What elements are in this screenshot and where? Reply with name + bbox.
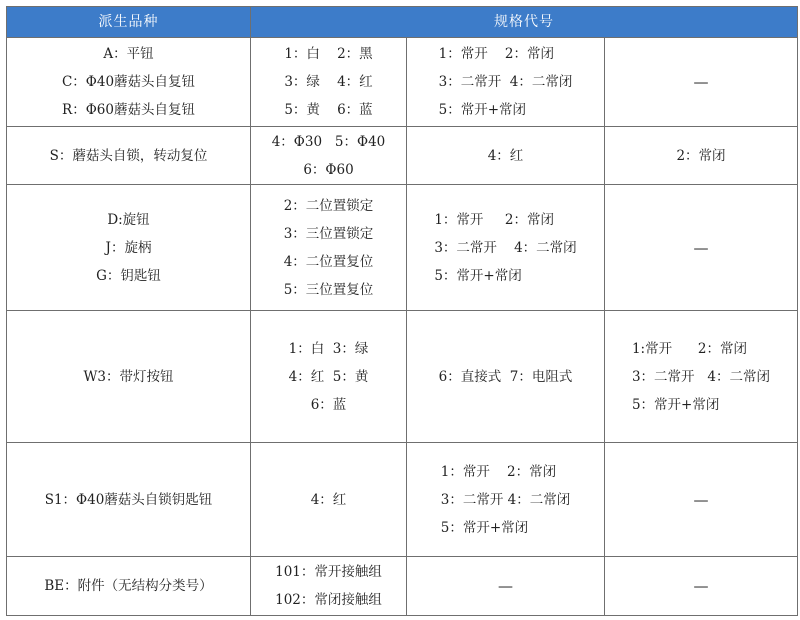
table-row [7, 557, 798, 616]
table-row [7, 311, 798, 443]
cell-lines [407, 142, 604, 170]
cell-lines [7, 572, 250, 600]
cell-lines [434, 206, 576, 290]
table-row [7, 443, 798, 557]
contact-cell [407, 311, 605, 443]
empty-dash: — [498, 577, 513, 595]
variety-cell [7, 557, 251, 616]
cell-text: 4：红 [487, 147, 524, 164]
header-variety: 派生品种 [7, 7, 251, 38]
cell-text: 1:常开 2：常闭 [631, 340, 747, 357]
cell-text: 1：白 2：黑 [284, 46, 373, 62]
color-cell [251, 38, 407, 127]
cell-text: 3：二常开 4：二常闭 [438, 74, 573, 90]
empty-dash: — [693, 238, 709, 257]
cell-lines [251, 192, 406, 304]
cell-text: A：平钮 [103, 46, 154, 62]
table-body [7, 38, 798, 616]
cell-text: D:旋钮 [107, 211, 150, 228]
cell-lines [7, 363, 250, 391]
header-spec-code: 规格代号 [251, 7, 798, 38]
cell-text: BE：附件（无结构分类号） [44, 578, 213, 594]
cell-text: G：钥匙钮 [96, 267, 161, 284]
table-row [7, 38, 798, 127]
variety-cell [7, 311, 251, 443]
cell-lines [7, 142, 250, 170]
cell-text: 102：常闭接触组 [275, 592, 382, 608]
cell-text: S：蘑菇头自锁，转动复位 [49, 147, 208, 164]
contact-cell [407, 38, 605, 127]
contact-cell [407, 557, 605, 616]
cell-lines [632, 335, 770, 419]
cell-text: 5：黄 6：蓝 [284, 102, 373, 118]
cell-text: 3：二常开 4：二常闭 [631, 368, 771, 385]
cell-text: 1：常开 2：常闭 [438, 46, 554, 62]
cell-text: J：旋柄 [105, 239, 152, 256]
cell-text: 5：常开+常闭 [438, 102, 527, 118]
extra-cell [605, 127, 798, 185]
cell-text: 1：白 3：绿 [288, 340, 369, 357]
cell-text: 4：红 5：黄 [288, 368, 369, 385]
color-cell [251, 443, 407, 557]
cell-lines [605, 142, 797, 170]
color-cell [251, 127, 407, 185]
contact-cell [407, 185, 605, 311]
variety-cell [7, 185, 251, 311]
cell-text: 5：常开+常闭 [631, 396, 720, 413]
cell-text: 6：直接式 7：电阻式 [438, 368, 573, 385]
cell-lines [251, 128, 406, 184]
cell-text: 2：二位置锁定 [283, 197, 374, 214]
cell-text: 5：常开+常闭 [434, 267, 522, 284]
contact-cell [407, 127, 605, 185]
empty-dash: — [693, 73, 709, 91]
table-row [7, 127, 798, 185]
empty-dash: — [693, 490, 709, 509]
cell-text: 6：蓝 [310, 396, 347, 413]
color-cell [251, 185, 407, 311]
cell-text: 3：三位置锁定 [283, 225, 374, 242]
table-header-row [7, 7, 798, 38]
cell-text: 6：Φ60 [303, 161, 354, 178]
cell-lines [7, 40, 250, 124]
color-cell [251, 557, 407, 616]
cell-lines [605, 68, 797, 96]
cell-text: R：Φ60蘑菇头自复钮 [62, 102, 195, 118]
cell-text: 3：二常开 4：二常闭 [440, 491, 571, 508]
cell-text: C：Φ40蘑菇头自复钮 [61, 74, 196, 90]
cell-text: 1：常开 2：常闭 [440, 463, 557, 480]
color-cell [251, 311, 407, 443]
cell-text: 101：常开接触组 [275, 564, 382, 580]
cell-text: 3：二常开 4：二常闭 [434, 239, 577, 256]
cell-text: 4：二位置复位 [283, 253, 374, 270]
table-row [7, 185, 798, 311]
cell-lines [605, 234, 797, 262]
extra-cell [605, 443, 798, 557]
cell-text: 5：三位置复位 [283, 281, 374, 298]
cell-lines [407, 363, 604, 391]
cell-lines [251, 40, 406, 124]
cell-lines [407, 572, 604, 600]
empty-dash: — [693, 577, 709, 595]
cell-lines [605, 486, 797, 514]
extra-cell [605, 311, 798, 443]
cell-lines [441, 458, 570, 542]
cell-text: S1：Φ40蘑菇头自锁钥匙钮 [44, 491, 213, 508]
variety-cell [7, 443, 251, 557]
variety-cell [7, 38, 251, 127]
cell-lines [7, 486, 250, 514]
contact-cell [407, 443, 605, 557]
cell-text: 4：Φ30 5：Φ40 [271, 133, 386, 150]
spec-table [6, 6, 798, 616]
cell-text: 1：常开 2：常闭 [434, 211, 554, 228]
extra-cell [605, 557, 798, 616]
cell-lines [251, 486, 406, 514]
cell-text: W3：带灯按钮 [83, 368, 174, 385]
cell-lines [439, 40, 573, 124]
cell-lines [251, 558, 406, 614]
extra-cell [605, 38, 798, 127]
cell-lines [7, 206, 250, 290]
cell-text: 4：红 [310, 491, 347, 508]
cell-lines [251, 335, 406, 419]
cell-lines [605, 572, 797, 600]
cell-text: 5：常开+常闭 [440, 519, 529, 536]
cell-text: 2：常闭 [676, 147, 726, 164]
extra-cell [605, 185, 798, 311]
cell-text: 3：绿 4：红 [284, 74, 373, 90]
variety-cell [7, 127, 251, 185]
